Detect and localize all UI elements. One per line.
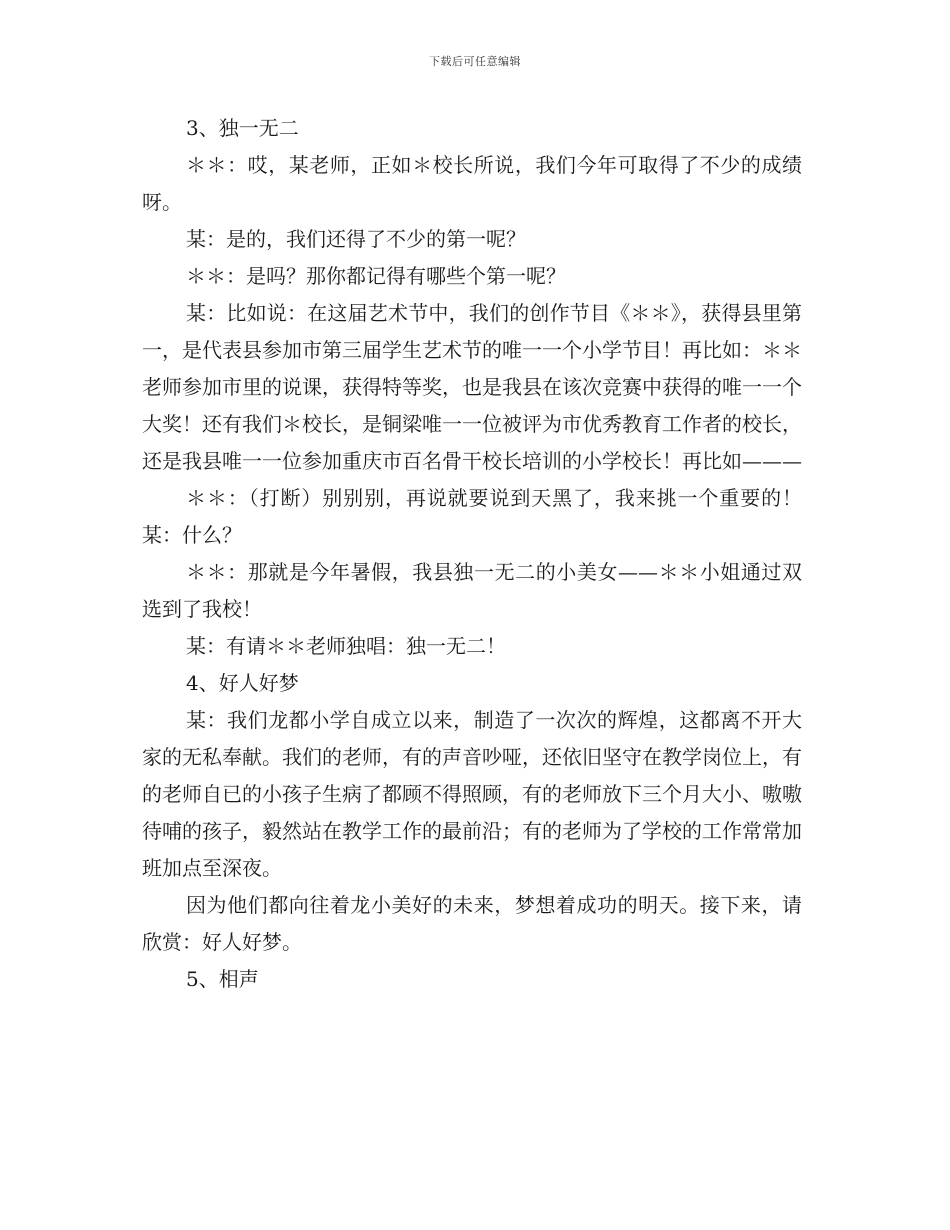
page-header: 下载后可任意编辑 — [429, 55, 521, 68]
dialogue-paragraph: ＊＊：哎，某老师，正如＊校长所说，我们今年可取得了不少的成绩呀。 — [142, 153, 802, 214]
dialogue-paragraph: ＊＊：那就是今年暑假，我县独一无二的小美女——＊＊小姐通过双选到了我校！ — [142, 560, 802, 621]
dialogue-paragraph: ＊＊：是吗？那你都记得有哪些个第一呢？ — [186, 264, 566, 288]
section-heading-3: 3、独一无二 — [186, 116, 299, 140]
section-heading-5: 5、相声 — [186, 967, 259, 991]
document-body — [142, 110, 802, 998]
dialogue-paragraph: 某：比如说：在这届艺术节中，我们的创作节目《＊＊》，获得县里第一，是代表县参加市第三届学生艺术节的唯一一个小学节目！再比如：＊＊老师参加市里的说课，获得特等奖，也是我县在该次竞赛中获得的唯一一个大奖！还有我们＊校长，是铜梁唯一一位被评为市优秀教育工作者的校长，还是我县唯一一位参加重庆市百名骨干校长培训的小学校长！再比如——— — [142, 301, 802, 473]
dialogue-paragraph: ＊＊：（打断）别别别，再说就要说到天黑了，我来挑一个重要的！某：什么？ — [142, 486, 802, 547]
dialogue-paragraph: 某：是的，我们还得了不少的第一呢？ — [186, 227, 526, 251]
dialogue-paragraph: 因为他们都向往着龙小美好的未来，梦想着成功的明天。接下来，请欣赏：好人好梦。 — [142, 893, 802, 954]
dialogue-paragraph: 某：我们龙都小学自成立以来，制造了一次次的辉煌，这都离不开大家的无私奉献。我们的老师，有的声音吵哑，还依旧坚守在教学岗位上，有的老师自已的小孩子生病了都顾不得照顾，有的老师放下三个月大小、嗷嗷待哺的孩子，毅然站在教学工作的最前沿；有的老师为了学校的工作常常加班加点至深夜。 — [142, 708, 802, 880]
dialogue-paragraph: 某：有请＊＊老师独唱：独一无二！ — [186, 634, 506, 658]
section-heading-4: 4、好人好梦 — [186, 671, 299, 695]
